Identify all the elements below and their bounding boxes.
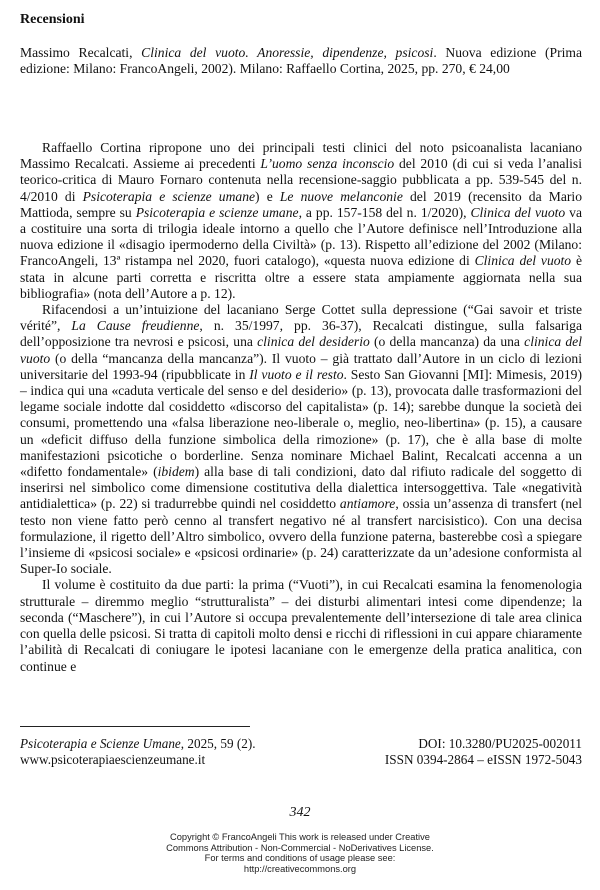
journal-website[interactable]: www.psicoterapiaescienzeumane.it [20,752,206,767]
review-body [20,140,582,675]
italic-run: Psicoterapia e scienze umane [82,188,256,204]
text-run: , n. 35/1997, pp. 36-37), Recalcati distingue, sulla falsariga dell’opposizione tra nevrosi e psicosi, una [20,318,583,350]
italic-run: Il vuoto e il resto [249,366,344,382]
footnote-rule [20,726,250,727]
journal-issue: , 2025, 59 (2). [180,736,256,751]
text-run: Rifacendosi a un’intuizione del lacaniano Serge Cottet sulla depressione (“Gai savoir et triste vérité”, [20,302,582,334]
journal-name: Psicoterapia e Scienze Umane [20,736,181,751]
italic-run: antiamore [339,496,396,512]
license-line: For terms and conditions of usage please see: [204,853,396,864]
italic-run: Psicoterapia e scienze umane [135,204,299,220]
text-run: ) alla base di tali condizioni, dato dal rifiuto radicale del soggetto di inserirsi nel simbolico come dimensione costitutiva della dialettica intersoggettiva. Tale «negatività antidialettica» (p. 22) si tradurrebbe quindi nel cosiddetto [20,464,582,512]
italic-run: Clinica del vuoto [474,253,572,269]
book-citation [20,45,582,78]
text-run: (o della “mancanza della mancanza”). Il vuoto – già trattato dall’Autore in un ciclo di lezioni universitarie del 1993-94 (ripubblicate in [20,350,582,382]
review-paragraph [20,302,582,577]
italic-run: clinica del desiderio [257,334,370,350]
journal-citation [20,736,256,752]
italic-run: Clinica del vuoto [470,204,566,220]
text-run: del 2010 (di cui si veda l’analisi teorico-critica di Mauro Fornaro contenuta nella recensione-saggio pubblicata a pp. 539-545 del n. 4/2010 di [20,156,582,204]
italic-run: L’uomo senza inconscio [260,156,395,172]
text-run: ) e [255,188,280,204]
text-run: , a pp. 157-158 del n. 1/2020), [298,204,471,220]
italic-run: clinica del vuoto [20,334,582,366]
citation-details: . Nuova edizione (Prima edizione: Milano: FrancoAngeli, 2002). Milano: Raffaello Cortina, 2025, pp. 270, € 24,00 [20,45,583,77]
text-run: Raffaello Cortina ripropone uno dei principali testi clinici del noto psicoanalista lacaniano Massimo Recalcati. Assieme ai precedenti [20,140,582,172]
text-run: va a costituire una sorta di trilogia ideale intorno a quello che l’Autore definisce nell’Introduzione alla nuova edizione il «disagio ipermoderno della Civiltà» (p. 13). Rispetto all’edizione del 2002 (Milano: FrancoAngeli, 13ª ristampa nel 2020, fuori catalogo), «questa nuova edizione di [20,204,583,269]
license-line: Copyright © FrancoAngeli This work is released under Creative [170,832,430,842]
citation-author: Massimo Recalcati, [20,45,142,60]
citation-book-title: Clinica del vuoto. Anoressie, dipendenze, psicosi [141,45,434,60]
license-line: Commons Attribution - Non-Commercial - NoDerivatives License. [166,842,434,853]
license-notice [0,832,600,874]
section-title: Recensioni [20,12,85,27]
review-paragraph [20,577,582,674]
italic-run: La Cause freudienne [71,318,200,334]
text-run: Il volume è costituito da due parti: la prima (“Vuoti”), in cui Recalcati esamina la fenomenologia strutturale – diremmo meglio “strutturalista” – dei disturbi alimentari intesi come dipendenze; la seconda (“Maschere”), in cui l’Autore si occupa prevalentemente dell’intersezione di tale area clinica con quella delle psicosi. Si tratta di capitoli molto densi e ricchi di riflessioni in cui appare chiaramente l’abilità di Recalcati di coniugare le ipotesi lacaniane con le emergenze della pratica analitica, con continue e [20,577,582,674]
text-run: (o della mancanza) da una [369,334,525,350]
text-run: . Sesto San Giovanni [MI]: Mimesis, 2019) – indica qui una «caduta verticale del senso e del desiderio» (p. 13), provocata dalle trasformazioni del legame sociale indotte dal cosiddetto «discorso del capitalista» (p. 14); sarebbe dunque la società dei consumi, promettendo una «falsa liberazione neo-liberale o, meglio, neo-libertina» (p. 15), a causare un «deficit diffuso della funzione simbolica della rimozione» (p. 17), che è alla base di molte manifestazioni psicotiche o borderline. Senza nominare Michael Balint, Recalcati accenna a un «difetto fondamentale» ( [20,366,582,480]
text-run: , ossia un’assenza di transfert (nel testo non viene fatto però cenno al transfert negativo né al transfert narcisistico). Con una decisa formulazione, il rigetto dell’Altro simbolico, ovvero della funzione paterna, basterebbe così a spiegare l’insieme di «psicosi sociale» e «psicosi ordinarie» (p. 24) caratterizzate da un’adesione conformista al Super-Io sociale. [20,496,582,577]
issn: ISSN 0394-2864 – eISSN 1972-5043 [384,752,582,767]
page-number: 342 [289,805,311,820]
italic-run: ibidem [157,464,195,480]
text-run: è stata in alcune parti corretta e riscritta oltre a essere stata ampiamente aggiornata nella sua bibliografia» (nota dell’Autore a p. 12). [20,253,582,301]
review-paragraph [20,140,582,302]
license-link[interactable]: http://creativecommons.org [243,863,357,874]
text-run: del 2019 (recensito da Mario Mattioda, sempre su [20,188,582,220]
doi: DOI: 10.3280/PU2025-002011 [418,736,582,751]
italic-run: Le nuove melanconie [279,188,403,204]
